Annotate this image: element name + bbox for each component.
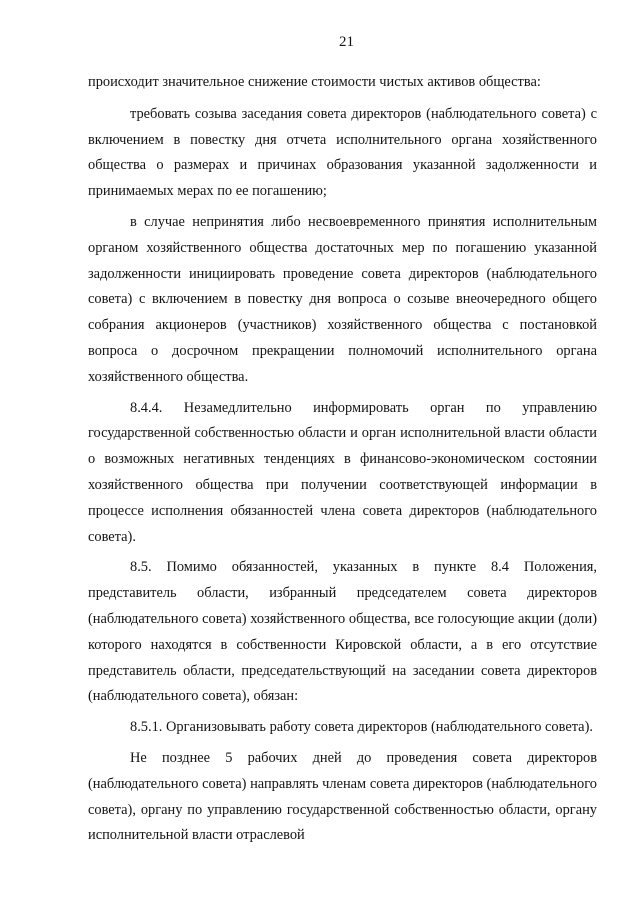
paragraph-8-5-1: 8.5.1. Организовывать работу совета директоров (наблюдательного совета).: [130, 719, 593, 736]
document-page: [88, 32, 597, 854]
paragraph-initiate-meeting: в случае непринятия либо несвоевременного принятия исполнительным органом хозяйственного общества достаточных мер по погашению указанной задолженности инициировать проведение совета директоров (наблюдательного совета) с включением в повестку дня вопроса о созыве внеочередного общего собрания акционеров (участников) хозяйственного общества с постановкой вопроса о досрочном прекращении полномочий исполнительного органа хозяйственного общества.: [88, 213, 597, 385]
page-number: 21: [339, 34, 354, 50]
paragraph-8-5: 8.5. Помимо обязанностей, указанных в пункте 8.4 Положения, представитель области, избранный председателем совета директоров (наблюдательного совета) хозяйственного общества, все голосующие акции (доли) которого находятся в собственности Кировской области, а в его отсутствие представитель области, председательствующий на заседании совета директоров (наблюдательного совета), обязан:: [88, 559, 597, 705]
paragraph-deadline: Не позднее 5 рабочих дней до проведения совета директоров (наблюдательного совета) направлять членам совета директоров (наблюдательного совета), органу по управлению государственной собственностью области, органу исполнительной власти отраслевой: [88, 749, 597, 844]
paragraph-demand-meeting: требовать созыва заседания совета директоров (наблюдательного совета) с включением в повестку дня отчета исполнительного органа хозяйственного общества о размерах и причинах образования указанной задолженности и принимаемых мерах по ее погашению;: [88, 105, 597, 200]
paragraph-continuation: происходит значительное снижение стоимости чистых активов общества:: [88, 74, 541, 90]
paragraph-8-4-4: 8.4.4. Незамедлительно информировать орган по управлению государственной собственностью области и орган исполнительной власти области о возможных негативных тенденциях в финансово-экономическом состоянии хозяйственного общества при получении соответствующей информации в процессе исполнения обязанностей члена совета директоров (наблюдательного совета).: [88, 399, 597, 545]
